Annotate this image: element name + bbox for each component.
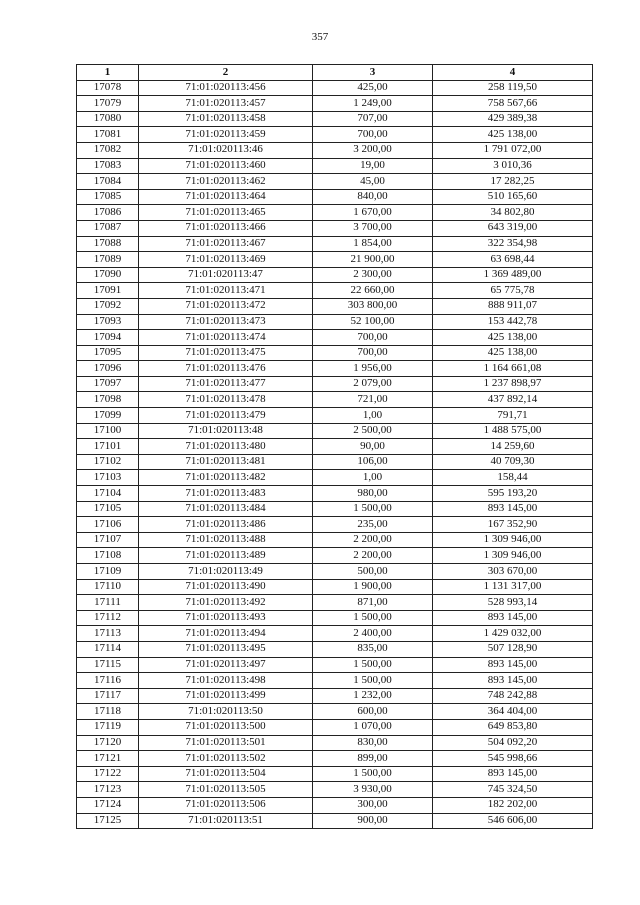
value-cell: 65 775,78 [433,283,593,299]
column-header-1: 1 [77,65,139,81]
row-number-cell: 17088 [77,236,139,252]
row-number-cell: 17103 [77,470,139,486]
page-number: 357 [311,31,329,43]
data-table [76,64,593,829]
row-number-cell: 17080 [77,111,139,127]
cadastral-number-cell: 71:01:020113:475 [139,345,313,361]
table-row [77,517,593,533]
cadastral-number-cell: 71:01:020113:498 [139,673,313,689]
cadastral-number-cell: 71:01:020113:479 [139,408,313,424]
cadastral-number-cell: 71:01:020113:480 [139,439,313,455]
area-cell: 90,00 [313,439,433,455]
value-cell: 888 911,07 [433,298,593,314]
table-row [77,220,593,236]
area-cell: 1,00 [313,408,433,424]
area-cell: 1 232,00 [313,688,433,704]
column-header-4: 4 [433,65,593,81]
row-number-cell: 17102 [77,454,139,470]
cadastral-number-cell: 71:01:020113:473 [139,314,313,330]
cadastral-number-cell: 71:01:020113:457 [139,96,313,112]
row-number-cell: 17122 [77,766,139,782]
cadastral-number-cell: 71:01:020113:462 [139,174,313,190]
area-cell: 3 200,00 [313,142,433,158]
table-row [77,719,593,735]
table-row [77,688,593,704]
row-number-cell: 17104 [77,486,139,502]
row-number-cell: 17105 [77,501,139,517]
table-row [77,314,593,330]
cadastral-number-cell: 71:01:020113:504 [139,766,313,782]
value-cell: 1 309 946,00 [433,532,593,548]
table-row [77,501,593,517]
value-cell: 745 324,50 [433,782,593,798]
area-cell: 2 300,00 [313,267,433,283]
area-cell: 2 200,00 [313,532,433,548]
column-header-3: 3 [313,65,433,81]
cadastral-number-cell: 71:01:020113:458 [139,111,313,127]
area-cell: 303 800,00 [313,298,433,314]
row-number-cell: 17099 [77,408,139,424]
cadastral-number-cell: 71:01:020113:489 [139,548,313,564]
area-cell: 300,00 [313,797,433,813]
table-row [77,610,593,626]
table-header [77,65,593,81]
value-cell: 303 670,00 [433,564,593,580]
table-row [77,439,593,455]
row-number-cell: 17087 [77,220,139,236]
table-row [77,205,593,221]
cadastral-number-cell: 71:01:020113:495 [139,641,313,657]
cadastral-number-cell: 71:01:020113:467 [139,236,313,252]
cadastral-number-cell: 71:01:020113:490 [139,579,313,595]
cadastral-number-cell: 71:01:020113:505 [139,782,313,798]
table-row [77,751,593,767]
cadastral-number-cell: 71:01:020113:477 [139,376,313,392]
row-number-cell: 17108 [77,548,139,564]
row-number-cell: 17083 [77,158,139,174]
area-cell: 3 700,00 [313,220,433,236]
value-cell: 649 853,80 [433,719,593,735]
table-row [77,189,593,205]
value-cell: 545 998,66 [433,751,593,767]
area-cell: 899,00 [313,751,433,767]
area-cell: 835,00 [313,641,433,657]
row-number-cell: 17120 [77,735,139,751]
row-number-cell: 17123 [77,782,139,798]
table-row [77,345,593,361]
cadastral-number-cell: 71:01:020113:48 [139,423,313,439]
value-cell: 791,71 [433,408,593,424]
area-cell: 235,00 [313,517,433,533]
row-number-cell: 17093 [77,314,139,330]
row-number-cell: 17124 [77,797,139,813]
cadastral-number-cell: 71:01:020113:484 [139,501,313,517]
table-row [77,673,593,689]
row-number-cell: 17090 [77,267,139,283]
value-cell: 1 488 575,00 [433,423,593,439]
value-cell: 34 802,80 [433,205,593,221]
table-row [77,298,593,314]
column-header-2: 2 [139,65,313,81]
area-cell: 700,00 [313,330,433,346]
area-cell: 1 500,00 [313,766,433,782]
row-number-cell: 17098 [77,392,139,408]
area-cell: 1 956,00 [313,361,433,377]
table-row [77,579,593,595]
area-cell: 1 854,00 [313,236,433,252]
table-row [77,766,593,782]
row-number-cell: 17078 [77,80,139,96]
area-cell: 2 500,00 [313,423,433,439]
value-cell: 425 138,00 [433,330,593,346]
value-cell: 158,44 [433,470,593,486]
row-number-cell: 17121 [77,751,139,767]
value-cell: 425 138,00 [433,345,593,361]
value-cell: 1 791 072,00 [433,142,593,158]
value-cell: 167 352,90 [433,517,593,533]
table-row [77,797,593,813]
value-cell: 182 202,00 [433,797,593,813]
cadastral-number-cell: 71:01:020113:466 [139,220,313,236]
table-row [77,532,593,548]
area-cell: 600,00 [313,704,433,720]
table-row [77,142,593,158]
value-cell: 1 164 661,08 [433,361,593,377]
cadastral-number-cell: 71:01:020113:494 [139,626,313,642]
table-row [77,267,593,283]
area-cell: 21 900,00 [313,252,433,268]
table-row [77,236,593,252]
area-cell: 2 200,00 [313,548,433,564]
cadastral-number-cell: 71:01:020113:460 [139,158,313,174]
value-cell: 893 145,00 [433,673,593,689]
value-cell: 364 404,00 [433,704,593,720]
area-cell: 1 249,00 [313,96,433,112]
table-row [77,330,593,346]
value-cell: 546 606,00 [433,813,593,829]
value-cell: 758 567,66 [433,96,593,112]
cadastral-number-cell: 71:01:020113:474 [139,330,313,346]
value-cell: 893 145,00 [433,766,593,782]
row-number-cell: 17094 [77,330,139,346]
value-cell: 1 429 032,00 [433,626,593,642]
area-cell: 1 900,00 [313,579,433,595]
cadastral-number-cell: 71:01:020113:486 [139,517,313,533]
value-cell: 1 237 898,97 [433,376,593,392]
value-cell: 429 389,38 [433,111,593,127]
value-cell: 1 131 317,00 [433,579,593,595]
table-row [77,595,593,611]
table-row [77,252,593,268]
area-cell: 1 500,00 [313,657,433,673]
table-row [77,564,593,580]
value-cell: 63 698,44 [433,252,593,268]
table-row [77,283,593,299]
area-cell: 22 660,00 [313,283,433,299]
value-cell: 1 309 946,00 [433,548,593,564]
value-cell: 1 369 489,00 [433,267,593,283]
cadastral-number-cell: 71:01:020113:488 [139,532,313,548]
row-number-cell: 17100 [77,423,139,439]
table-row [77,735,593,751]
value-cell: 504 092,20 [433,735,593,751]
value-cell: 893 145,00 [433,657,593,673]
table-row [77,454,593,470]
cadastral-number-cell: 71:01:020113:483 [139,486,313,502]
table-row [77,470,593,486]
value-cell: 595 193,20 [433,486,593,502]
cadastral-number-cell: 71:01:020113:476 [139,361,313,377]
value-cell: 643 319,00 [433,220,593,236]
area-cell: 1 500,00 [313,673,433,689]
value-cell: 507 128,90 [433,641,593,657]
area-cell: 1 500,00 [313,610,433,626]
cadastral-number-cell: 71:01:020113:465 [139,205,313,221]
area-cell: 1 500,00 [313,501,433,517]
table-row [77,782,593,798]
area-cell: 500,00 [313,564,433,580]
value-cell: 322 354,98 [433,236,593,252]
area-cell: 2 400,00 [313,626,433,642]
row-number-cell: 17113 [77,626,139,642]
row-number-cell: 17081 [77,127,139,143]
row-number-cell: 17110 [77,579,139,595]
cadastral-number-cell: 71:01:020113:47 [139,267,313,283]
table-row [77,111,593,127]
area-cell: 1 070,00 [313,719,433,735]
row-number-cell: 17119 [77,719,139,735]
cadastral-number-cell: 71:01:020113:502 [139,751,313,767]
value-cell: 258 119,50 [433,80,593,96]
row-number-cell: 17112 [77,610,139,626]
table-row [77,548,593,564]
cadastral-number-cell: 71:01:020113:497 [139,657,313,673]
cadastral-number-cell: 71:01:020113:471 [139,283,313,299]
table-row [77,486,593,502]
table-row [77,704,593,720]
cadastral-number-cell: 71:01:020113:501 [139,735,313,751]
area-cell: 45,00 [313,174,433,190]
area-cell: 721,00 [313,392,433,408]
row-number-cell: 17091 [77,283,139,299]
table-row [77,641,593,657]
row-number-cell: 17082 [77,142,139,158]
value-cell: 425 138,00 [433,127,593,143]
value-cell: 14 259,60 [433,439,593,455]
table-row [77,657,593,673]
row-number-cell: 17096 [77,361,139,377]
table-row [77,174,593,190]
table-row [77,423,593,439]
row-number-cell: 17095 [77,345,139,361]
row-number-cell: 17107 [77,532,139,548]
value-cell: 510 165,60 [433,189,593,205]
row-number-cell: 17092 [77,298,139,314]
cadastral-number-cell: 71:01:020113:50 [139,704,313,720]
table-row [77,376,593,392]
table-row [77,361,593,377]
row-number-cell: 17115 [77,657,139,673]
cadastral-number-cell: 71:01:020113:500 [139,719,313,735]
cadastral-number-cell: 71:01:020113:478 [139,392,313,408]
area-cell: 3 930,00 [313,782,433,798]
table-row [77,80,593,96]
header-row [77,65,593,81]
area-cell: 840,00 [313,189,433,205]
row-number-cell: 17106 [77,517,139,533]
row-number-cell: 17084 [77,174,139,190]
row-number-cell: 17089 [77,252,139,268]
cadastral-number-cell: 71:01:020113:459 [139,127,313,143]
area-cell: 871,00 [313,595,433,611]
cadastral-number-cell: 71:01:020113:46 [139,142,313,158]
area-cell: 425,00 [313,80,433,96]
row-number-cell: 17086 [77,205,139,221]
value-cell: 40 709,30 [433,454,593,470]
table-row [77,626,593,642]
value-cell: 17 282,25 [433,174,593,190]
cadastral-number-cell: 71:01:020113:482 [139,470,313,486]
table-row [77,813,593,829]
area-cell: 700,00 [313,127,433,143]
row-number-cell: 17101 [77,439,139,455]
row-number-cell: 17111 [77,595,139,611]
value-cell: 153 442,78 [433,314,593,330]
row-number-cell: 17114 [77,641,139,657]
area-cell: 1 670,00 [313,205,433,221]
cadastral-number-cell: 71:01:020113:481 [139,454,313,470]
table-row [77,127,593,143]
table-row [77,96,593,112]
value-cell: 748 242,88 [433,688,593,704]
row-number-cell: 17118 [77,704,139,720]
table-body [77,80,593,829]
cadastral-number-cell: 71:01:020113:51 [139,813,313,829]
value-cell: 437 892,14 [433,392,593,408]
area-cell: 2 079,00 [313,376,433,392]
table-row [77,392,593,408]
area-cell: 900,00 [313,813,433,829]
cadastral-number-cell: 71:01:020113:493 [139,610,313,626]
row-number-cell: 17125 [77,813,139,829]
row-number-cell: 17109 [77,564,139,580]
area-cell: 700,00 [313,345,433,361]
value-cell: 893 145,00 [433,501,593,517]
cadastral-number-cell: 71:01:020113:49 [139,564,313,580]
cadastral-number-cell: 71:01:020113:472 [139,298,313,314]
value-cell: 528 993,14 [433,595,593,611]
area-cell: 52 100,00 [313,314,433,330]
cadastral-number-cell: 71:01:020113:492 [139,595,313,611]
row-number-cell: 17116 [77,673,139,689]
area-cell: 19,00 [313,158,433,174]
value-cell: 893 145,00 [433,610,593,626]
cadastral-number-cell: 71:01:020113:456 [139,80,313,96]
row-number-cell: 17085 [77,189,139,205]
row-number-cell: 17117 [77,688,139,704]
area-cell: 1,00 [313,470,433,486]
row-number-cell: 17079 [77,96,139,112]
area-cell: 106,00 [313,454,433,470]
cadastral-number-cell: 71:01:020113:464 [139,189,313,205]
cadastral-number-cell: 71:01:020113:506 [139,797,313,813]
table-row [77,158,593,174]
area-cell: 707,00 [313,111,433,127]
area-cell: 830,00 [313,735,433,751]
row-number-cell: 17097 [77,376,139,392]
cadastral-number-cell: 71:01:020113:499 [139,688,313,704]
table-row [77,408,593,424]
cadastral-number-cell: 71:01:020113:469 [139,252,313,268]
value-cell: 3 010,36 [433,158,593,174]
area-cell: 980,00 [313,486,433,502]
